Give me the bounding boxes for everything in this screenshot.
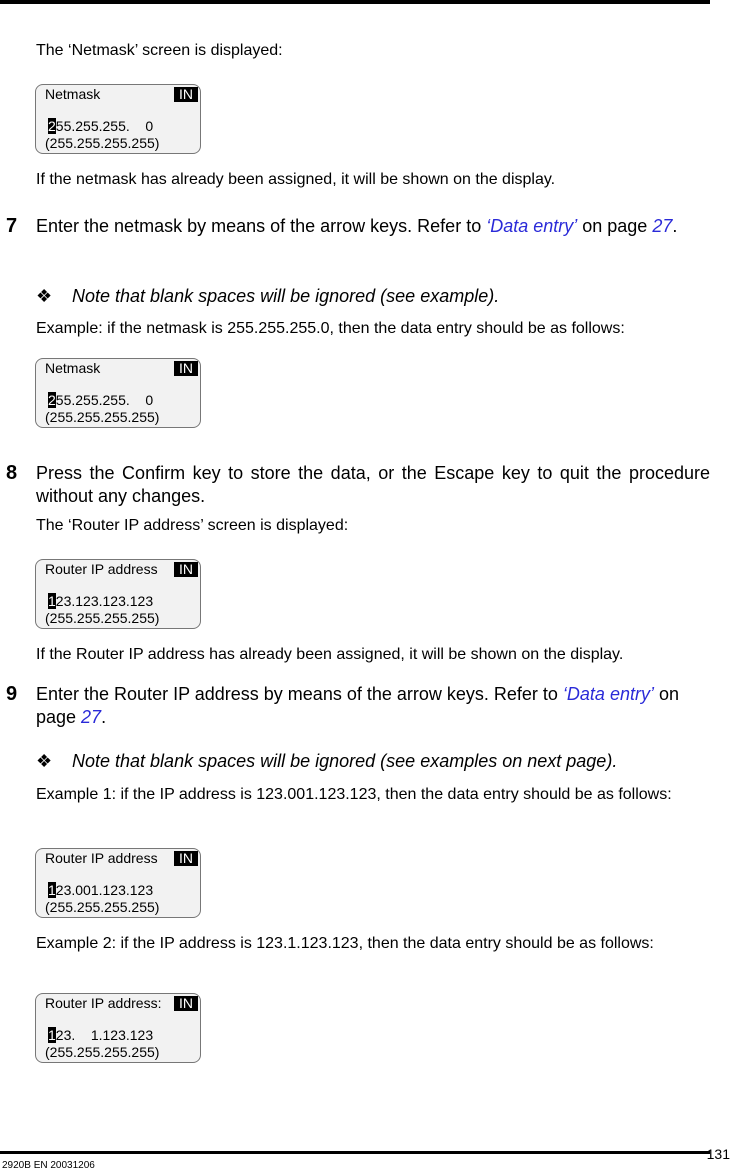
example-2-text: Example 2: if the IP address is 123.1.123.123, then the data entry should be as follows:: [36, 935, 654, 952]
note-text: Note that blank spaces will be ignored (see examples on next page).: [72, 751, 618, 771]
lcd-cursor: 2: [48, 118, 56, 134]
lcd-value: 255.255.255. 0: [48, 118, 154, 134]
diamond-bullet-icon: ❖: [36, 751, 53, 771]
lcd-cursor: 2: [48, 392, 56, 408]
example-text: Example: if the netmask is 255.255.255.0, then the data entry should be as follows:: [36, 320, 625, 337]
step-number: 8: [6, 462, 18, 484]
top-rule: [0, 0, 710, 4]
lcd-mask: (255.255.255.255): [45, 409, 160, 425]
lcd-value: 255.255.255. 0: [48, 392, 154, 408]
lcd-cursor: 1: [48, 1027, 56, 1043]
lcd-title: Netmask: [45, 86, 101, 102]
step-number: 7: [6, 215, 18, 237]
step-text: Enter the Router IP address by means of the arrow keys. Refer to ‘Data entry’ on page 27.: [36, 684, 679, 727]
lcd-mode-badge: IN: [174, 851, 198, 866]
netmask-assigned-text: If the netmask has already been assigned, it will be shown on the display.: [36, 171, 556, 188]
lcd-value: 123.001.123.123: [48, 882, 154, 898]
lcd-mode-badge: IN: [174, 996, 198, 1011]
router-assigned-text: If the Router IP address has already been assigned, it will be shown on the display.: [36, 646, 624, 663]
note-text: Note that blank spaces will be ignored (see example).: [72, 286, 500, 306]
lcd-mode-badge: IN: [174, 361, 198, 376]
lcd-router-ip-example-2: [35, 993, 201, 1063]
lcd-netmask-example: [35, 358, 201, 428]
router-intro-text: The ‘Router IP address’ screen is displayed:: [36, 517, 349, 534]
lcd-mask: (255.255.255.255): [45, 135, 160, 151]
step-number: 9: [6, 683, 18, 705]
data-entry-link[interactable]: ‘Data entry’: [486, 216, 578, 236]
lcd-title: Router IP address: [45, 561, 158, 577]
document-code: 2920B EN 20031206: [2, 1160, 95, 1171]
lcd-title: Netmask: [45, 360, 101, 376]
lcd-value: 123. 1.123.123: [48, 1027, 154, 1043]
lcd-cursor: 1: [48, 882, 56, 898]
lcd-mask: (255.255.255.255): [45, 899, 160, 915]
step-text: Enter the netmask by means of the arrow keys. Refer to ‘Data entry’ on page 27.: [36, 216, 678, 236]
lcd-mask: (255.255.255.255): [45, 1044, 160, 1060]
lcd-mode-badge: IN: [174, 87, 198, 102]
lcd-mode-badge: IN: [174, 562, 198, 577]
lcd-router-ip-display: [35, 559, 201, 629]
diamond-bullet-icon: ❖: [36, 286, 53, 306]
lcd-mask: (255.255.255.255): [45, 610, 160, 626]
lcd-router-ip-example-1: [35, 848, 201, 918]
bottom-rule: [0, 1151, 710, 1154]
data-entry-link[interactable]: ‘Data entry’: [562, 684, 654, 704]
lcd-title: Router IP address: [45, 850, 158, 866]
page-link[interactable]: 27: [81, 707, 102, 727]
lcd-netmask-display: [35, 84, 201, 154]
page-number: 131: [706, 1146, 730, 1162]
example-1-text: Example 1: if the IP address is 123.001.123.123, then the data entry should be as follows:: [36, 786, 672, 803]
intro-text: The ‘Netmask’ screen is displayed:: [36, 42, 283, 59]
page-link[interactable]: 27: [652, 216, 673, 236]
lcd-title: Router IP address:: [45, 995, 162, 1011]
lcd-value: 123.123.123.123: [48, 593, 154, 609]
lcd-cursor: 1: [48, 593, 56, 609]
step-text: Press the Confirm key to store the data, or the Escape key to quit the procedure without any changes.: [36, 463, 710, 506]
